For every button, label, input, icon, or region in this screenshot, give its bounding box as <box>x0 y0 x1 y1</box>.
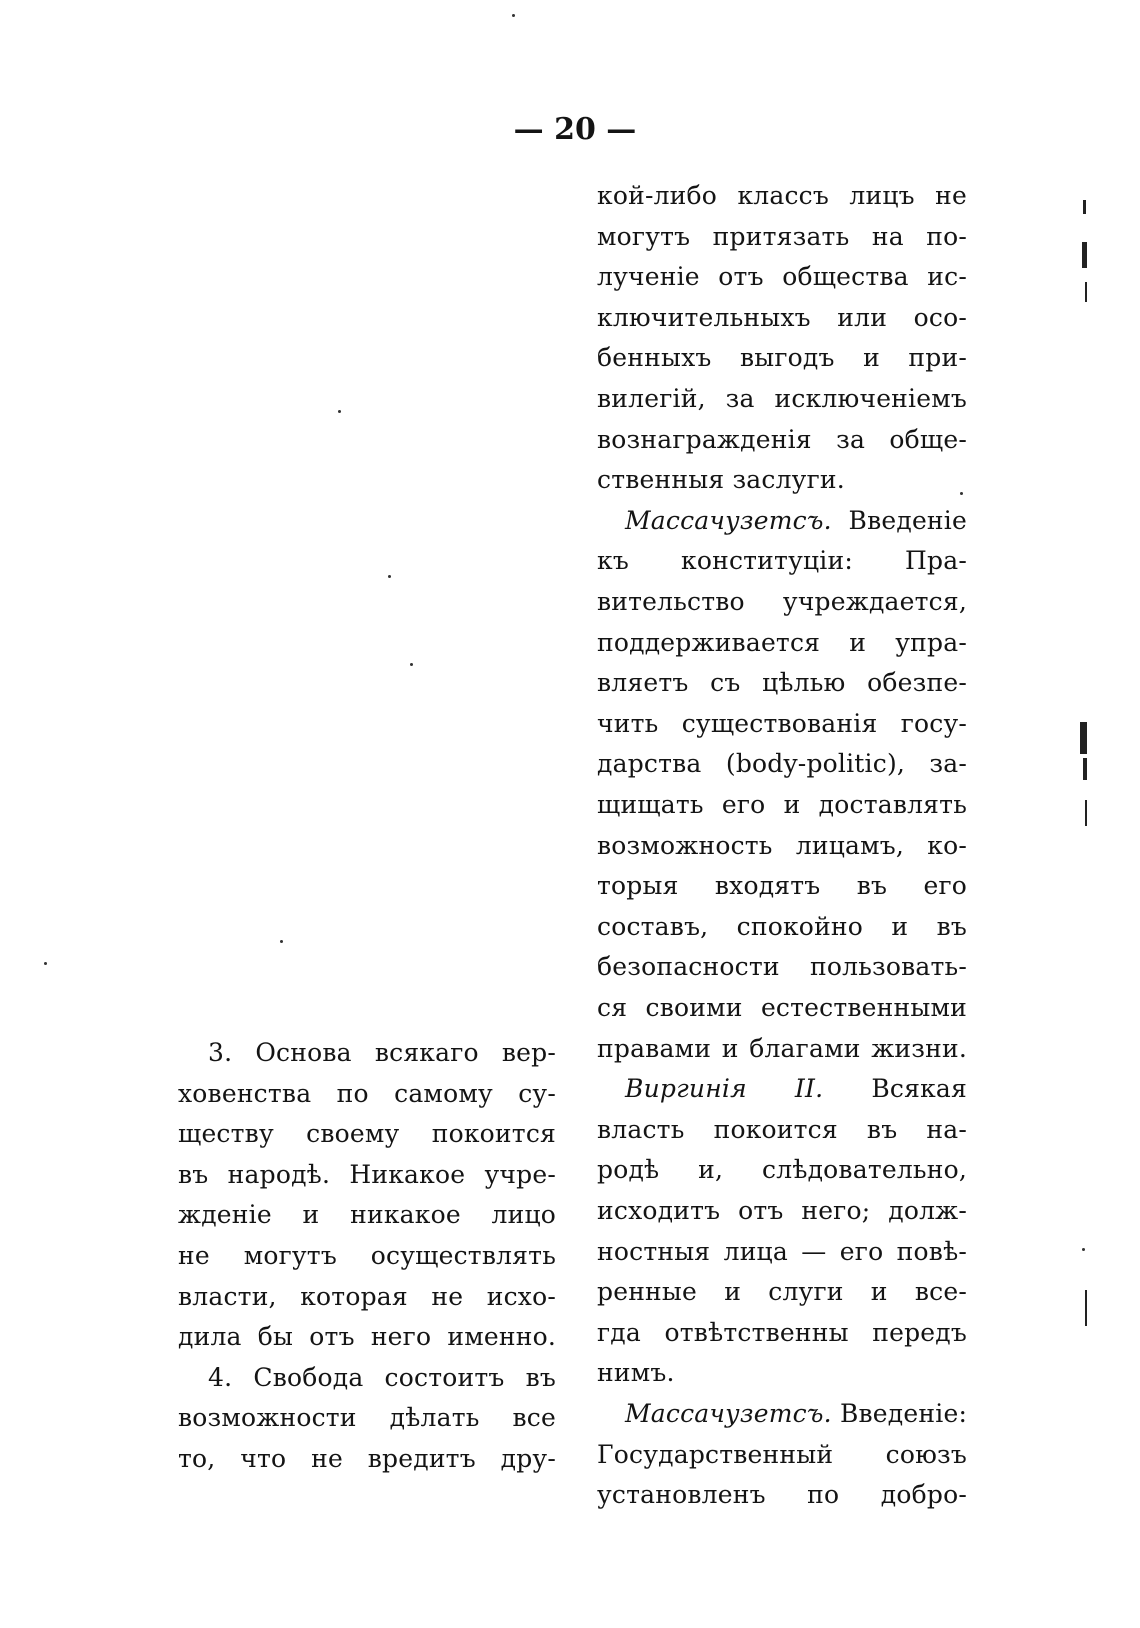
text-line <box>178 1155 556 1195</box>
scan-edge-mark <box>1085 800 1087 826</box>
scan-edge-mark <box>1082 242 1087 268</box>
text-line <box>597 582 967 622</box>
text-line <box>597 663 967 703</box>
text-line <box>597 1394 967 1434</box>
line-text: могутъ притязать на по- <box>597 221 967 251</box>
line-text: вительство учреждается, <box>597 587 967 616</box>
text-line <box>597 704 967 744</box>
line-text: ренные и слуги и все- <box>597 1277 967 1307</box>
text-line <box>597 1353 967 1393</box>
text-line <box>597 541 967 581</box>
line-text: ключительныхъ или осо- <box>597 302 967 332</box>
scan-speck <box>388 575 391 578</box>
text-line <box>597 1232 967 1272</box>
line-text: вознагражденія за обще- <box>597 424 967 454</box>
line-text: нимъ. <box>597 1358 675 1388</box>
line-text: то, что не вредитъ дру- <box>178 1444 556 1473</box>
scan-speck <box>410 663 413 666</box>
text-line <box>597 947 967 987</box>
line-text: вилегій, за исключеніемъ <box>597 384 967 413</box>
line-text: лученіе отъ общества ис- <box>597 262 967 292</box>
line-text: поддерживается и упра- <box>597 627 967 657</box>
text-line <box>597 257 967 297</box>
text-line <box>597 785 967 825</box>
line-text: власть покоится въ на- <box>597 1114 967 1144</box>
line-text: безопасности пользовать- <box>597 952 967 982</box>
line-text: исходитъ отъ него; долж- <box>597 1196 967 1225</box>
text-line <box>597 623 967 663</box>
line-text: Всякая <box>823 1074 967 1104</box>
line-text: составъ, спокойно и въ <box>597 911 967 941</box>
text-line <box>597 1150 967 1190</box>
text-line <box>178 1033 556 1073</box>
text-line <box>178 1439 556 1479</box>
line-text: дила бы отъ него именно. <box>178 1322 556 1352</box>
line-text: чить существованія госу- <box>597 708 967 738</box>
scan-edge-mark <box>1085 1290 1087 1326</box>
text-line <box>597 460 967 500</box>
line-text: въ народѣ. Никакое учре- <box>178 1159 556 1189</box>
text-line <box>597 338 967 378</box>
line-text: жденіе и никакое лицо <box>178 1200 556 1230</box>
line-text: возможности дѣлать все <box>178 1403 556 1433</box>
text-line <box>597 907 967 947</box>
text-line <box>178 1236 556 1276</box>
scan-speck <box>44 962 47 965</box>
scan-speck <box>512 14 515 17</box>
text-line <box>597 1272 967 1312</box>
line-text: Введеніе: <box>831 1399 968 1428</box>
text-line <box>597 1191 967 1231</box>
text-line <box>597 379 967 419</box>
line-text: Введеніе <box>831 505 967 535</box>
line-text: возможность лицамъ, ко- <box>597 830 967 860</box>
line-text: кой-либо классъ лицъ не <box>597 181 967 210</box>
line-text: бенныхъ выгодъ и при- <box>597 343 967 373</box>
line-text: Государственный союзъ <box>597 1439 967 1469</box>
line-text: ся своими естественными <box>597 993 967 1022</box>
text-line <box>597 1029 967 1069</box>
text-line <box>597 826 967 866</box>
text-line <box>597 217 967 257</box>
scan-speck <box>960 492 963 495</box>
text-line <box>597 1435 967 1475</box>
scan-edge-mark <box>1085 282 1087 302</box>
italic-reference: Массачузетсъ. <box>625 505 832 535</box>
line-text: власти, которая не исхо- <box>178 1281 556 1311</box>
text-line <box>178 1114 556 1154</box>
line-text: щищать его и доставлять <box>597 790 967 819</box>
scan-edge-mark <box>1080 722 1087 754</box>
line-text: ностныя лица — его повѣ- <box>597 1236 967 1266</box>
line-text: къ конституціи: Пра- <box>597 546 967 576</box>
text-line <box>178 1317 556 1357</box>
page-number: — 20 — <box>513 112 637 147</box>
line-text: ховенства по самому су- <box>178 1078 556 1108</box>
text-line <box>597 1475 967 1515</box>
line-text: гда отвѣтственны передъ <box>597 1317 967 1347</box>
text-line <box>178 1358 556 1398</box>
text-line <box>597 176 967 216</box>
italic-reference: Виргинія II. <box>625 1074 824 1104</box>
line-text: установленъ по добро- <box>597 1480 967 1510</box>
text-line <box>597 501 967 541</box>
line-text: 3. Основа всякаго вер- <box>208 1038 556 1067</box>
scan-edge-mark <box>1083 758 1087 780</box>
text-line <box>597 744 967 784</box>
italic-reference: Массачузетсъ. <box>625 1399 832 1428</box>
text-line <box>597 866 967 906</box>
text-line <box>597 1313 967 1353</box>
text-line <box>178 1074 556 1114</box>
scan-speck <box>280 940 283 943</box>
text-line <box>597 1110 967 1150</box>
line-text: родѣ и, слѣдовательно, <box>597 1155 967 1185</box>
line-text: вляетъ съ цѣлью обезпе- <box>597 668 967 698</box>
text-line <box>178 1195 556 1235</box>
text-line <box>597 988 967 1028</box>
line-text: торыя входятъ въ его <box>597 871 967 901</box>
line-text: дарства (body-politic), за- <box>597 749 967 779</box>
line-text: ществу своему покоится <box>178 1119 556 1149</box>
scan-speck <box>1082 1248 1085 1251</box>
scan-speck <box>338 410 341 413</box>
text-line <box>178 1398 556 1438</box>
line-text: 4. Свобода состоитъ въ <box>208 1362 556 1392</box>
scan-edge-mark <box>1083 200 1086 214</box>
text-line <box>178 1277 556 1317</box>
text-line <box>597 298 967 338</box>
line-text: ственныя заслуги. <box>597 465 845 495</box>
line-text: не могутъ осуществлять <box>178 1241 556 1270</box>
text-line <box>597 420 967 460</box>
text-line <box>597 1069 967 1109</box>
line-text: правами и благами жизни. <box>597 1033 967 1063</box>
